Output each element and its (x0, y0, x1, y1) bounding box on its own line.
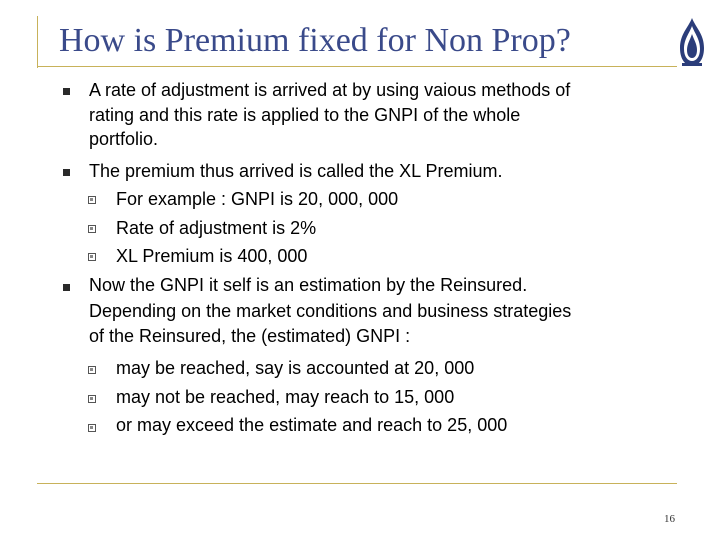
bullet-3-line-1: Now the GNPI it self is an estimation by the Reinsured. (89, 275, 528, 295)
footer-rule (37, 483, 677, 484)
bullet-2-sub-2: Rate of adjustment is 2% (116, 218, 317, 238)
bullet-3-sub-2: may not be reached, may reach to 15, 000 (116, 387, 455, 407)
bullet-1-line-3: portfolio. (89, 129, 159, 149)
sub-bullet-marker (88, 424, 96, 432)
bullet-1-line-1: A rate of adjustment is arrived at by using vaious methods of (89, 80, 571, 100)
bullet-3-line-2: Depending on the market conditions and business strategies (89, 301, 572, 321)
slide-title: How is Premium fixed for Non Prop? (59, 22, 571, 59)
bullet-3-line-3: of the Reinsured, the (estimated) GNPI : (89, 326, 411, 346)
sub-bullet-marker (88, 366, 96, 374)
title-underline (37, 66, 677, 67)
sub-bullet-marker (88, 196, 96, 204)
bullet-2-line-1: The premium thus arrived is called the XL Premium. (89, 161, 503, 181)
sub-bullet-marker (88, 225, 96, 233)
sub-bullet-marker (88, 253, 96, 261)
flame-emblem-icon (676, 16, 708, 68)
bullet-3-sub-1: may be reached, say is accounted at 20, 000 (116, 358, 475, 378)
bullet-marker (63, 169, 70, 176)
bullet-3-sub-3: or may exceed the estimate and reach to 25, 000 (116, 415, 508, 435)
bullet-2-sub-3: XL Premium is 400, 000 (116, 246, 308, 266)
sub-bullet-marker (88, 395, 96, 403)
bullet-marker (63, 88, 70, 95)
page-number: 16 (664, 513, 675, 525)
bullet-marker (63, 284, 70, 291)
bullet-1-line-2: rating and this rate is applied to the GNPI of the whole (89, 105, 521, 125)
bullet-2-sub-1: For example : GNPI is 20, 000, 000 (116, 189, 399, 209)
title-vertical-rule (37, 16, 38, 68)
